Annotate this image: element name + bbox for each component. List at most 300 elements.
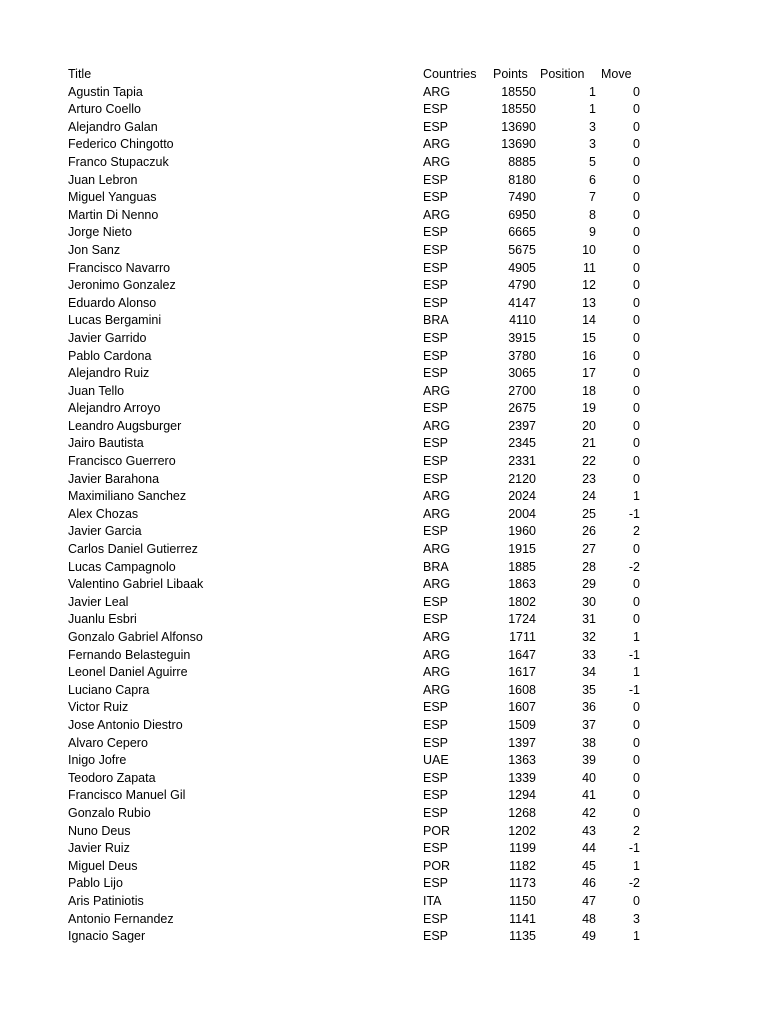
cell-player-name: Jeronimo Gonzalez	[68, 278, 176, 293]
cell-player-name: Aris Patiniotis	[68, 893, 144, 908]
cell-player-name: Valentino Gabriel Libaak	[68, 577, 204, 592]
cell-points: 4147	[508, 295, 536, 310]
cell-position: 47	[582, 893, 596, 908]
cell-points: 1150	[509, 893, 536, 908]
cell-move: 0	[633, 278, 640, 293]
cell-position: 48	[582, 911, 596, 926]
cell-player-name: Alex Chozas	[68, 506, 139, 521]
table-row	[0, 242, 768, 260]
table-row	[0, 348, 768, 366]
cell-country: ARG	[423, 489, 451, 504]
cell-player-name: Arturo Coello	[68, 102, 141, 117]
cell-points: 4790	[508, 278, 536, 293]
cell-country: ARG	[423, 630, 451, 644]
cell-move: 0	[633, 401, 640, 416]
cell-move: 0	[633, 84, 640, 99]
cell-position: 40	[582, 770, 596, 785]
cell-position: 33	[582, 647, 596, 662]
table-body	[0, 84, 768, 946]
cell-player-name: Gonzalo Gabriel Alfonso	[68, 630, 203, 644]
cell-player-name: Pablo Cardona	[68, 348, 152, 363]
cell-position: 17	[582, 366, 596, 381]
cell-move: -1	[628, 506, 640, 521]
cell-player-name: Javier Barahona	[68, 471, 160, 486]
cell-player-name: Eduardo Alonso	[68, 295, 157, 310]
table-row	[0, 435, 768, 453]
cell-position: 14	[582, 313, 596, 328]
cell-player-name: Javier Garrido	[68, 330, 147, 345]
cell-player-name: Jorge Nieto	[68, 225, 132, 240]
cell-country: ESP	[423, 770, 449, 785]
cell-position: 12	[582, 278, 596, 293]
cell-player-name: Miguel Yanguas	[68, 190, 157, 205]
cell-points: 3780	[508, 348, 536, 363]
cell-country: ESP	[423, 119, 449, 134]
cell-points: 8180	[508, 172, 536, 187]
cell-points: 7490	[508, 190, 536, 205]
cell-country: ESP	[423, 436, 449, 451]
cell-country: ARG	[423, 542, 451, 557]
table-row	[0, 875, 768, 893]
cell-points: 1724	[508, 612, 536, 627]
cell-points: 5675	[508, 242, 536, 257]
cell-position: 18	[582, 383, 596, 398]
cell-country: ARG	[423, 682, 451, 697]
cell-player-name: Agustin Tapia	[68, 84, 143, 99]
cell-move: 0	[633, 260, 640, 275]
cell-player-name: Francisco Manuel Gil	[68, 788, 186, 803]
cell-country: ESP	[423, 102, 449, 117]
cell-position: 5	[589, 154, 596, 169]
cell-move: 0	[633, 137, 640, 152]
cell-move: 0	[633, 154, 640, 169]
table-row	[0, 611, 768, 629]
cell-position: 16	[582, 348, 596, 363]
table-row	[0, 189, 768, 207]
table-row	[0, 735, 768, 753]
cell-move: 0	[633, 295, 640, 310]
table-row	[0, 506, 768, 524]
cell-move: 0	[633, 753, 640, 768]
cell-points: 2345	[508, 436, 536, 451]
cell-player-name: Gonzalo Rubio	[68, 805, 151, 820]
cell-player-name: Antonio Fernandez	[68, 911, 174, 926]
cell-move: 0	[633, 190, 640, 205]
cell-move: 0	[633, 700, 640, 715]
cell-position: 10	[582, 242, 596, 257]
cell-move: 0	[633, 770, 640, 785]
cell-position: 46	[582, 876, 596, 891]
cell-player-name: Maximiliano Sanchez	[68, 489, 187, 504]
table-row	[0, 453, 768, 471]
cell-position: 42	[582, 805, 596, 820]
header-points: Points	[493, 67, 528, 81]
cell-points: 6665	[508, 225, 536, 240]
cell-move: 0	[633, 805, 640, 820]
table-row	[0, 136, 768, 154]
table-row	[0, 647, 768, 665]
cell-position: 35	[582, 682, 596, 697]
cell-move: 0	[633, 207, 640, 222]
cell-points: 2004	[508, 506, 536, 521]
table-row	[0, 207, 768, 225]
cell-country: BRA	[423, 559, 449, 574]
cell-country: ESP	[423, 788, 449, 803]
cell-position: 24	[582, 489, 596, 504]
table-row	[0, 154, 768, 172]
cell-country: ESP	[423, 348, 449, 363]
table-row	[0, 805, 768, 823]
cell-move: 0	[633, 172, 640, 187]
table-row	[0, 84, 768, 102]
cell-move: 0	[633, 119, 640, 134]
cell-player-name: Victor Ruiz	[68, 700, 129, 715]
cell-country: ARG	[423, 418, 451, 433]
cell-move: 1	[633, 858, 640, 873]
table-row	[0, 488, 768, 506]
cell-player-name: Inigo Jofre	[68, 753, 127, 768]
table-row	[0, 664, 768, 682]
cell-move: -1	[628, 647, 640, 662]
table-row	[0, 629, 768, 647]
cell-country: UAE	[423, 753, 449, 768]
cell-country: ARG	[423, 577, 451, 592]
header-move: Move	[601, 67, 632, 81]
cell-country: ESP	[423, 700, 449, 715]
cell-move: 0	[633, 717, 640, 732]
cell-position: 19	[582, 401, 596, 416]
table-row	[0, 541, 768, 559]
cell-country: ARG	[423, 647, 451, 662]
cell-move: 0	[633, 225, 640, 240]
cell-player-name: Fernando Belasteguin	[68, 647, 191, 662]
table-row	[0, 699, 768, 717]
table-row	[0, 101, 768, 119]
cell-move: 0	[633, 418, 640, 433]
cell-move: 3	[633, 911, 640, 926]
cell-move: 0	[633, 348, 640, 363]
cell-position: 26	[582, 524, 596, 539]
cell-points: 2120	[508, 471, 536, 486]
cell-points: 13690	[501, 137, 536, 152]
cell-player-name: Javier Garcia	[68, 524, 142, 539]
cell-position: 20	[582, 418, 596, 433]
cell-points: 1509	[508, 717, 536, 732]
table-row	[0, 559, 768, 577]
cell-position: 31	[582, 612, 596, 627]
cell-points: 1339	[508, 770, 536, 785]
cell-position: 41	[582, 788, 596, 803]
table-row	[0, 418, 768, 436]
cell-position: 21	[582, 436, 596, 451]
cell-position: 38	[582, 735, 596, 750]
table-row	[0, 224, 768, 242]
cell-position: 39	[582, 753, 596, 768]
table-row	[0, 893, 768, 911]
table-row	[0, 787, 768, 805]
cell-points: 6950	[508, 207, 536, 222]
cell-player-name: Javier Ruiz	[68, 841, 130, 856]
cell-country: ESP	[423, 172, 449, 187]
table-row	[0, 365, 768, 383]
table-row	[0, 911, 768, 929]
cell-points: 1135	[509, 929, 536, 944]
table-row	[0, 523, 768, 541]
cell-position: 34	[582, 665, 596, 680]
cell-country: ARG	[423, 207, 451, 222]
table-row	[0, 752, 768, 770]
cell-move: 1	[633, 630, 640, 644]
cell-position: 25	[582, 506, 596, 521]
cell-move: 1	[633, 929, 640, 944]
cell-country: POR	[423, 858, 451, 873]
cell-country: ESP	[423, 911, 449, 926]
cell-move: 0	[633, 735, 640, 750]
cell-country: ESP	[423, 594, 449, 609]
cell-move: 0	[633, 436, 640, 451]
cell-player-name: Jon Sanz	[68, 242, 121, 257]
header-title: Title	[68, 67, 92, 81]
cell-player-name: Miguel Deus	[68, 858, 138, 873]
cell-position: 9	[589, 225, 596, 240]
table-row	[0, 312, 768, 330]
cell-position: 36	[582, 700, 596, 715]
cell-country: ESP	[423, 260, 449, 275]
cell-player-name: Luciano Capra	[68, 682, 150, 697]
cell-player-name: Jairo Bautista	[68, 436, 144, 451]
cell-points: 2675	[508, 401, 536, 416]
table-header-row	[0, 66, 768, 84]
table-row	[0, 823, 768, 841]
cell-position: 6	[589, 172, 596, 187]
cell-country: ARG	[423, 506, 451, 521]
cell-player-name: Nuno Deus	[68, 823, 131, 838]
cell-position: 13	[582, 295, 596, 310]
cell-player-name: Lucas Campagnolo	[68, 559, 176, 574]
table-row	[0, 594, 768, 612]
cell-player-name: Alejandro Galan	[68, 119, 158, 134]
cell-points: 18550	[501, 84, 536, 99]
ranking-table	[0, 66, 768, 946]
cell-country: ESP	[423, 805, 449, 820]
cell-points: 4110	[509, 313, 536, 328]
cell-points: 1202	[508, 823, 536, 838]
cell-move: 2	[633, 823, 640, 838]
cell-position: 28	[582, 559, 596, 574]
cell-player-name: Federico Chingotto	[68, 137, 174, 152]
cell-player-name: Alejandro Ruiz	[68, 366, 150, 381]
table-row	[0, 383, 768, 401]
table-row	[0, 172, 768, 190]
cell-move: 0	[633, 242, 640, 257]
cell-player-name: Alejandro Arroyo	[68, 401, 161, 416]
cell-points: 1173	[509, 876, 536, 891]
cell-points: 2331	[508, 454, 536, 469]
cell-country: ESP	[423, 717, 449, 732]
cell-country: ESP	[423, 366, 449, 381]
cell-position: 11	[583, 260, 596, 275]
cell-position: 27	[582, 542, 596, 557]
cell-position: 1	[589, 102, 596, 117]
cell-player-name: Francisco Guerrero	[68, 454, 176, 469]
cell-position: 7	[589, 190, 596, 205]
cell-points: 2397	[508, 418, 536, 433]
cell-player-name: Jose Antonio Diestro	[68, 717, 183, 732]
cell-player-name: Teodoro Zapata	[68, 770, 156, 785]
cell-position: 44	[582, 841, 596, 856]
cell-country: ESP	[423, 841, 449, 856]
cell-move: -1	[628, 682, 640, 697]
cell-move: 1	[633, 665, 640, 680]
cell-move: 0	[633, 594, 640, 609]
cell-country: ESP	[423, 735, 449, 750]
cell-points: 1647	[508, 647, 536, 662]
cell-player-name: Leandro Augsburger	[68, 418, 182, 433]
cell-country: ARG	[423, 665, 451, 680]
cell-country: ARG	[423, 137, 451, 152]
cell-country: ESP	[423, 295, 449, 310]
table-row	[0, 717, 768, 735]
cell-points: 1885	[508, 559, 536, 574]
cell-position: 22	[582, 454, 596, 469]
cell-country: POR	[423, 823, 451, 838]
cell-move: 0	[633, 542, 640, 557]
table-row	[0, 400, 768, 418]
table-row	[0, 928, 768, 946]
cell-points: 1617	[508, 665, 536, 680]
table-row	[0, 260, 768, 278]
table-row	[0, 277, 768, 295]
cell-player-name: Juanlu Esbri	[68, 612, 137, 627]
cell-position: 8	[589, 207, 596, 222]
cell-points: 1182	[509, 858, 536, 873]
cell-points: 1607	[508, 700, 536, 715]
table-row	[0, 471, 768, 489]
cell-position: 45	[582, 858, 596, 873]
header-countries: Countries	[423, 67, 477, 81]
cell-country: ESP	[423, 225, 449, 240]
cell-player-name: Franco Stupaczuk	[68, 154, 169, 169]
header-position: Position	[540, 67, 585, 81]
cell-move: 0	[633, 383, 640, 398]
cell-country: ESP	[423, 612, 449, 627]
table-row	[0, 119, 768, 137]
cell-points: 1915	[508, 542, 536, 557]
cell-points: 1199	[509, 841, 536, 856]
cell-player-name: Francisco Navarro	[68, 260, 171, 275]
cell-move: 0	[633, 454, 640, 469]
cell-points: 1711	[509, 630, 536, 644]
cell-position: 1	[589, 84, 596, 99]
cell-points: 1802	[508, 594, 536, 609]
cell-country: ESP	[423, 278, 449, 293]
cell-country: ESP	[423, 524, 449, 539]
cell-move: 0	[633, 330, 640, 345]
table-row	[0, 330, 768, 348]
cell-player-name: Juan Lebron	[68, 172, 138, 187]
cell-points: 18550	[501, 102, 536, 117]
cell-country: ESP	[423, 330, 449, 345]
cell-points: 1397	[508, 735, 536, 750]
cell-move: 1	[633, 489, 640, 504]
cell-points: 3065	[508, 366, 536, 381]
cell-move: 0	[633, 893, 640, 908]
cell-move: 0	[633, 366, 640, 381]
cell-player-name: Pablo Lijo	[68, 876, 123, 891]
cell-points: 1608	[508, 682, 536, 697]
cell-points: 8885	[508, 154, 536, 169]
cell-player-name: Juan Tello	[68, 383, 125, 398]
cell-country: ESP	[423, 401, 449, 416]
cell-move: -1	[628, 841, 640, 856]
cell-position: 49	[582, 929, 596, 944]
table-row	[0, 295, 768, 313]
cell-position: 3	[589, 137, 596, 152]
table-row	[0, 858, 768, 876]
cell-position: 15	[582, 330, 596, 345]
cell-points: 1268	[508, 805, 536, 820]
cell-points: 1863	[508, 577, 536, 592]
cell-position: 43	[582, 823, 596, 838]
cell-position: 23	[582, 471, 596, 486]
cell-player-name: Ignacio Sager	[68, 929, 146, 944]
cell-points: 1294	[508, 788, 536, 803]
cell-player-name: Javier Leal	[68, 594, 129, 609]
cell-position: 29	[582, 577, 596, 592]
cell-position: 3	[589, 119, 596, 134]
cell-points: 4905	[508, 260, 536, 275]
cell-country: ESP	[423, 471, 449, 486]
table-row	[0, 770, 768, 788]
cell-country: ITA	[423, 893, 442, 908]
cell-position: 37	[582, 717, 596, 732]
cell-player-name: Alvaro Cepero	[68, 735, 148, 750]
cell-points: 2024	[508, 489, 536, 504]
cell-country: ARG	[423, 84, 451, 99]
cell-country: ESP	[423, 242, 449, 257]
cell-points: 1960	[508, 524, 536, 539]
table-row	[0, 682, 768, 700]
cell-country: ARG	[423, 383, 451, 398]
cell-move: 0	[633, 612, 640, 627]
cell-points: 1363	[508, 753, 536, 768]
cell-move: 2	[633, 524, 640, 539]
cell-player-name: Martin Di Nenno	[68, 207, 159, 222]
cell-points: 13690	[501, 119, 536, 134]
cell-country: ESP	[423, 929, 449, 944]
cell-player-name: Leonel Daniel Aguirre	[68, 665, 188, 680]
cell-move: 0	[633, 471, 640, 486]
cell-move: 0	[633, 577, 640, 592]
cell-move: -2	[628, 876, 640, 891]
cell-position: 32	[582, 630, 596, 644]
cell-move: -2	[628, 559, 640, 574]
cell-position: 30	[582, 594, 596, 609]
cell-points: 1141	[509, 911, 536, 926]
table-row	[0, 840, 768, 858]
cell-country: BRA	[423, 313, 449, 328]
cell-move: 0	[633, 313, 640, 328]
cell-country: ESP	[423, 454, 449, 469]
cell-move: 0	[633, 788, 640, 803]
cell-points: 3915	[508, 330, 536, 345]
table-row	[0, 576, 768, 594]
cell-move: 0	[633, 102, 640, 117]
cell-country: ARG	[423, 154, 451, 169]
cell-player-name: Lucas Bergamini	[68, 313, 162, 328]
cell-country: ESP	[423, 876, 449, 891]
cell-player-name: Carlos Daniel Gutierrez	[68, 542, 198, 557]
